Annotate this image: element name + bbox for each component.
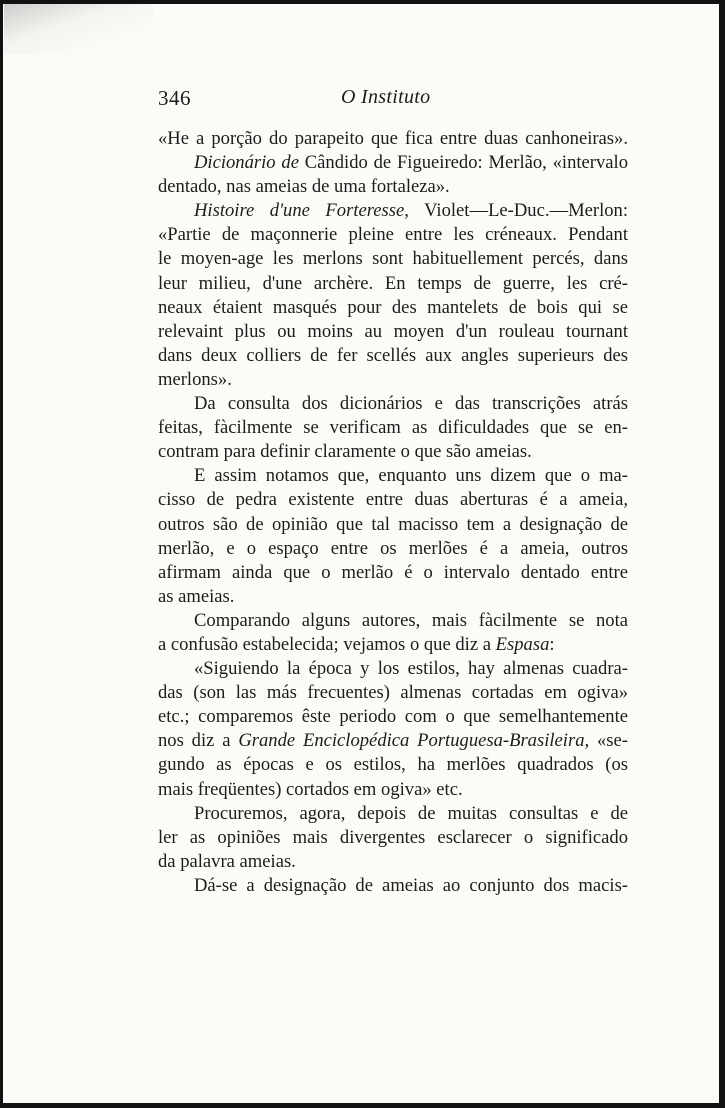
text-line (158, 296, 628, 320)
text-line (158, 247, 628, 271)
text-line (158, 440, 628, 464)
text-segment: outros são de opinião que tal macisso tem a designação de (158, 513, 628, 535)
text-line (158, 151, 628, 175)
text-segment: E assim notamos que, enquanto uns dizem que o ma- (194, 465, 628, 487)
text-line (158, 561, 628, 585)
text-segment: das (son las más frecuentes) almenas cortadas em ogiva» (158, 682, 628, 704)
text-line (158, 392, 628, 416)
text-line (158, 344, 628, 368)
text-line (158, 585, 628, 609)
text-segment: Da consulta dos dicionários e das transcrições atrás (194, 393, 628, 415)
text-segment: a confusão estabelecida; vejamos o que diz a (158, 633, 496, 655)
text-segment: le moyen-age les merlons sont habituellement percés, dans (158, 248, 628, 270)
text-segment: afirmam ainda que o merlão é o intervalo dentado entre (158, 561, 628, 583)
italic-text: Espasa (495, 633, 550, 655)
text-segment: cisso de pedra existente entre duas aberturas é a ameia, (158, 489, 628, 511)
text-line (158, 802, 628, 826)
text-segment: leur milieu, d'une archère. En temps de guerre, les cré- (158, 272, 628, 294)
text-segment: Comparando alguns autores, mais fàcilmente se nota (194, 609, 628, 631)
text-line (158, 850, 628, 874)
text-line (158, 778, 628, 802)
text-line (158, 199, 628, 223)
text-line (158, 537, 628, 561)
text-line (158, 127, 628, 151)
text-line (158, 464, 628, 488)
text-line (158, 729, 628, 753)
italic-text: Histoire d'une Forteresse, (194, 200, 409, 222)
text-segment: relevaint plus ou moins au moyen d'un rouleau tournant (158, 320, 628, 342)
text-segment: ler as opiniões mais divergentes esclarecer o significado (158, 826, 628, 848)
text-line (158, 874, 628, 898)
text-line (158, 488, 628, 512)
text-line (158, 609, 628, 633)
text-segment: «He a porção do parapeito que fica entre duas canhoneiras». (158, 128, 628, 149)
text-segment: neaux étaient masqués pour des mantelets de bois qui se (158, 296, 628, 318)
text-segment: Procuremos, agora, depois de muitas consultas e de (194, 802, 628, 824)
text-segment: Violet—Le-Duc.—Merlon: (408, 200, 628, 222)
text-segment: dans deux colliers de fer scellés aux angles superieurs des (158, 344, 628, 366)
text-line (158, 223, 628, 247)
text-segment: «se- (589, 730, 628, 752)
scan-border-bottom (0, 1103, 725, 1108)
text-segment: Dá-se a designação de ameias ao conjunto dos macis- (194, 874, 628, 896)
text-line (158, 633, 628, 657)
text-line (158, 705, 628, 729)
page-header (158, 84, 656, 114)
scan-border-left (0, 0, 3, 1108)
body-text (158, 127, 628, 898)
text-segment: : (549, 633, 555, 655)
text-line (158, 826, 628, 850)
text-segment: feitas, fàcilmente se verificam as dificuldades que se en- (158, 417, 628, 439)
text-segment: «Siguiendo la época y los estilos, hay almenas cuadra- (194, 658, 628, 680)
text-segment: nos diz a (158, 730, 239, 752)
italic-text: Dicionário de (194, 152, 299, 174)
text-segment: dentado, nas ameias de uma fortaleza». (158, 176, 450, 198)
running-title: O Instituto (341, 86, 431, 108)
text-segment: mais freqüentes) cortados em ogiva» etc. (158, 778, 463, 800)
text-line (158, 753, 628, 777)
text-line (158, 513, 628, 537)
text-line (158, 657, 628, 681)
text-segment: as ameias. (158, 585, 235, 607)
text-line (158, 320, 628, 344)
page-number: 346 (158, 86, 191, 110)
text-segment: contram para definir claramente o que são ameias. (158, 441, 532, 463)
text-line (158, 681, 628, 705)
text-segment: merlons». (158, 368, 232, 390)
text-segment: da palavra ameias. (158, 850, 296, 872)
text-segment: etc.; comparemos êste periodo com o que semelhantemente (158, 706, 628, 728)
scan-smudge (4, 4, 154, 54)
text-line (158, 175, 628, 199)
text-line (158, 368, 628, 392)
scan-border-top (0, 0, 725, 4)
text-segment: «Partie de maçonnerie pleine entre les créneaux. Pendant (158, 224, 628, 246)
italic-text: Grande Enciclopédica Portuguesa-Brasileira, (238, 730, 590, 752)
scan-border-right (719, 0, 725, 1108)
text-line (158, 272, 628, 296)
text-segment: merlão, e o espaço entre os merlões é a ameia, outros (158, 537, 628, 559)
text-line (158, 416, 628, 440)
text-segment: gundo as épocas e os estilos, ha merlões quadrados (os (158, 754, 628, 776)
text-segment: Cândido de Figueiredo: Merlão, «intervalo (298, 152, 628, 174)
